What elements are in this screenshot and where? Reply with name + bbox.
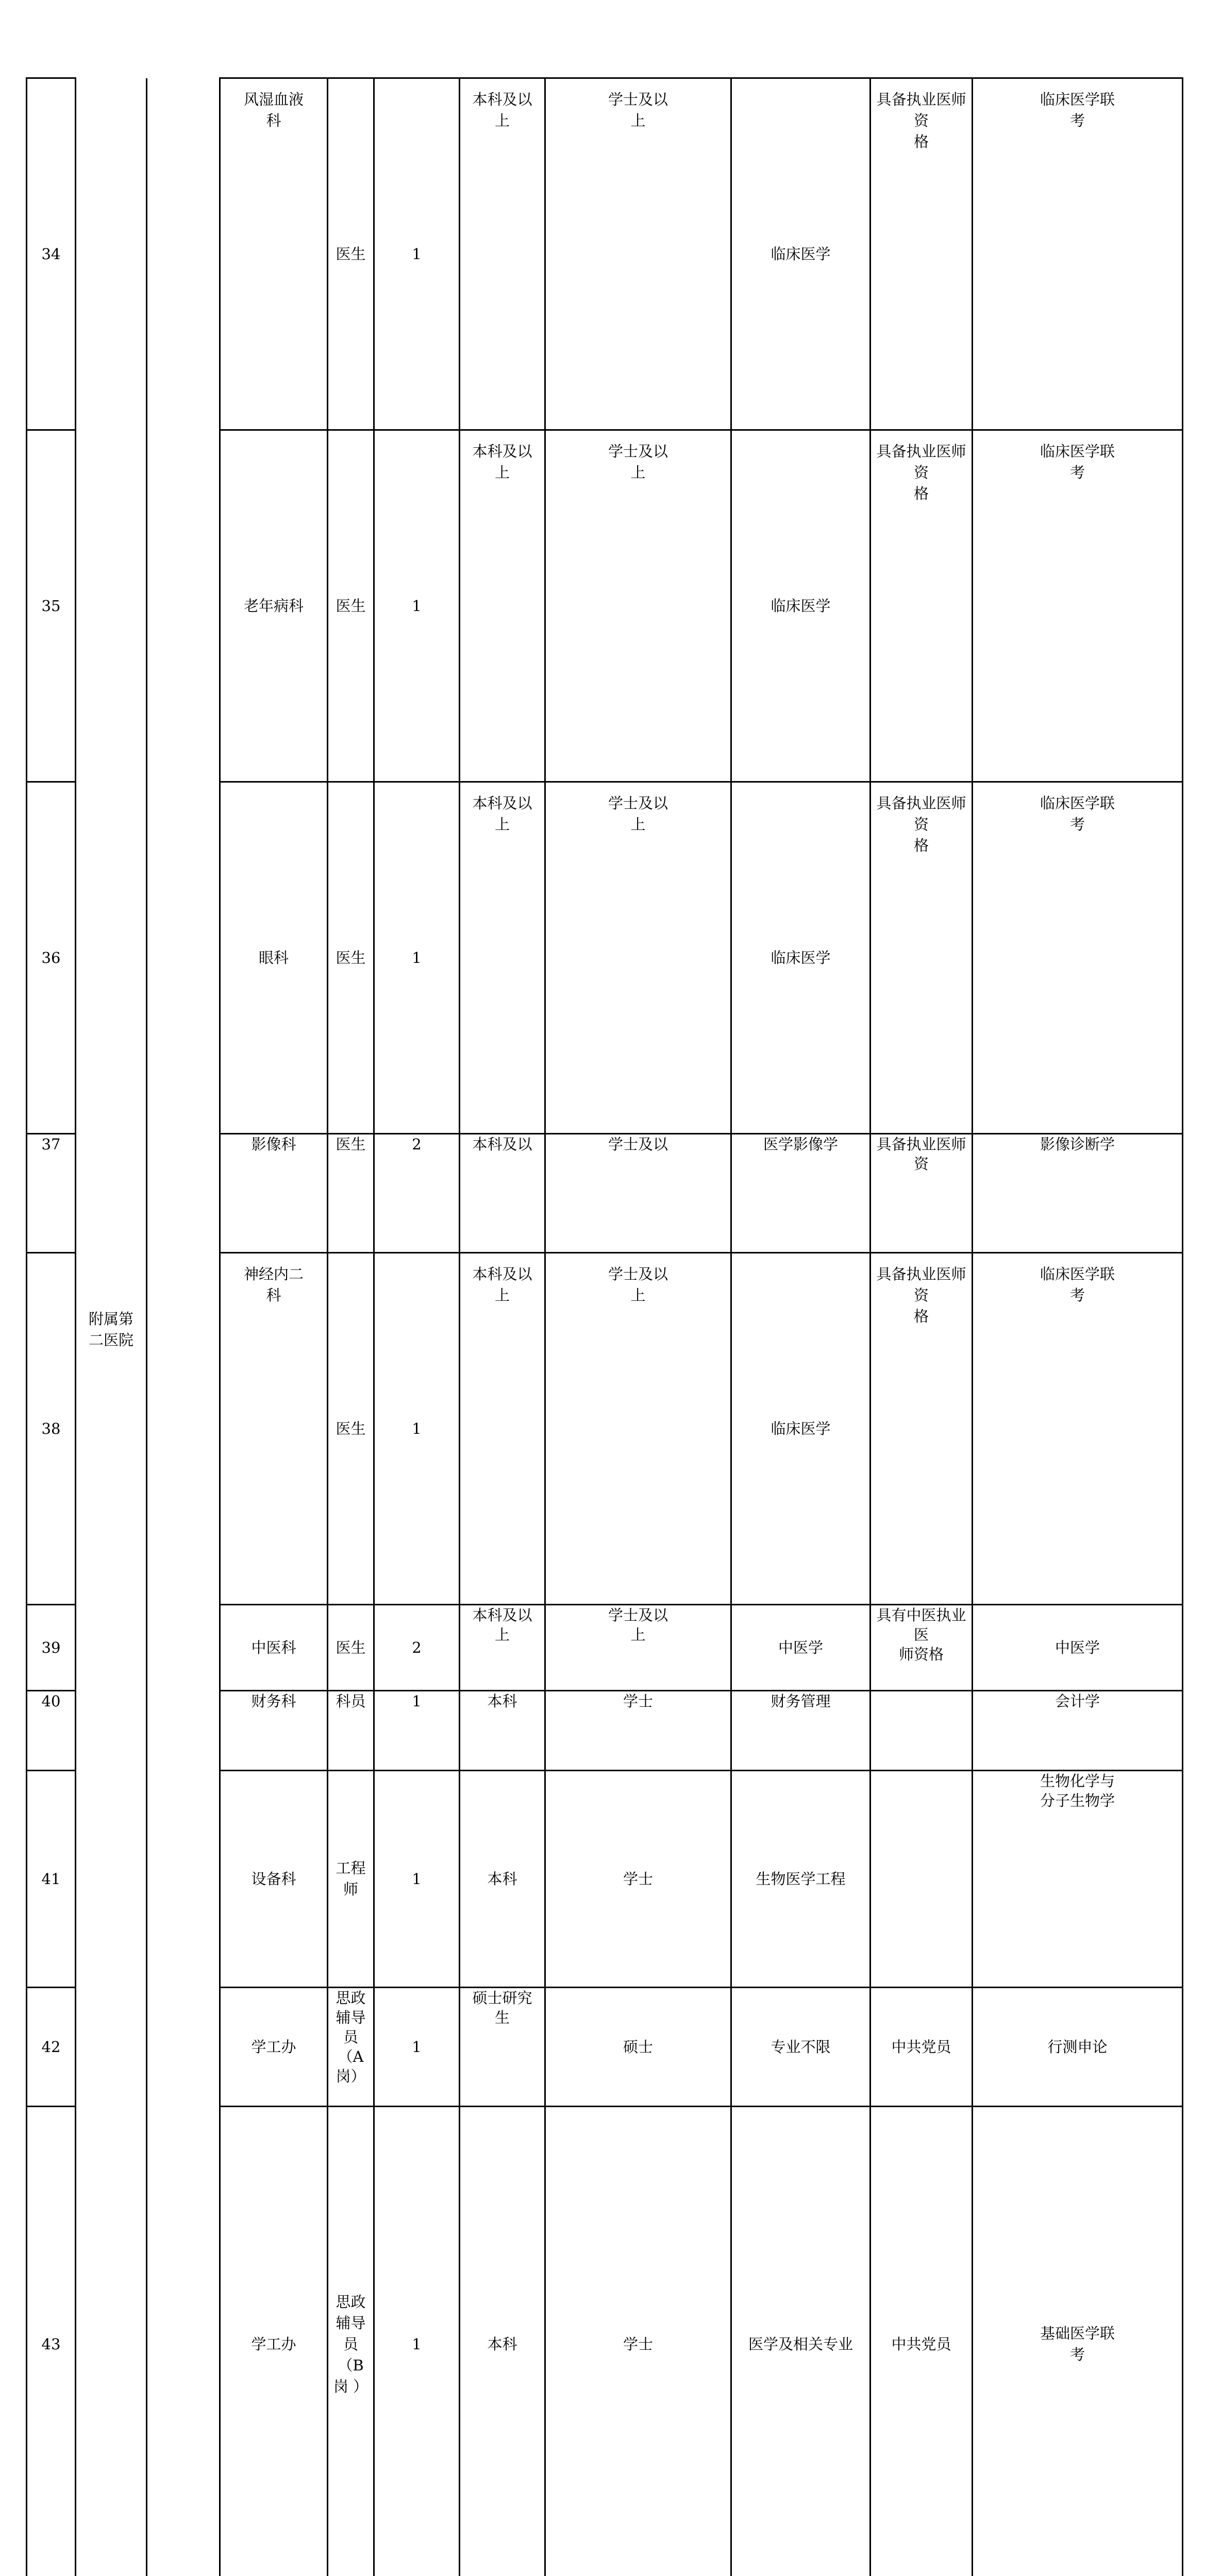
position-cell: 医生 bbox=[328, 1134, 374, 1253]
exam-cell: 影像诊断学 bbox=[973, 1134, 1183, 1253]
department-cell: 设备科 bbox=[220, 1771, 328, 1988]
requirement-cell: 中共党员 bbox=[871, 2107, 973, 2576]
education-cell: 本科及以 上 bbox=[460, 78, 545, 430]
degree-cell: 学士及以 bbox=[545, 1134, 731, 1253]
row-number: 40 bbox=[27, 1691, 76, 1771]
department-cell: 学工办 bbox=[220, 1988, 328, 2107]
major-cell: 中医学 bbox=[731, 1605, 871, 1691]
major-cell: 医学及相关专业 bbox=[731, 2107, 871, 2576]
degree-cell: 学士及以 上 bbox=[545, 1253, 731, 1605]
position-cell: 医生 bbox=[328, 430, 374, 782]
requirement-cell: 具备执业医师资 bbox=[871, 1134, 973, 1253]
education-cell: 本科 bbox=[460, 1691, 545, 1771]
exam-cell: 临床医学联 考 bbox=[973, 430, 1183, 782]
education-cell: 本科及以 上 bbox=[460, 430, 545, 782]
exam-cell: 临床医学联 考 bbox=[973, 78, 1183, 430]
major-cell: 医学影像学 bbox=[731, 1134, 871, 1253]
education-cell: 本科及以 上 bbox=[460, 1253, 545, 1605]
department-cell: 影像科 bbox=[220, 1134, 328, 1253]
row-number: 36 bbox=[27, 782, 76, 1134]
major-cell: 生物医学工程 bbox=[731, 1771, 871, 1988]
major-cell: 临床医学 bbox=[731, 1253, 871, 1605]
major-cell: 临床医学 bbox=[731, 430, 871, 782]
position-cell: 思政辅导员 （A岗） bbox=[328, 1988, 374, 2107]
row-number: 41 bbox=[27, 1771, 76, 1988]
major-cell: 专业不限 bbox=[731, 1988, 871, 2107]
major-cell: 临床医学 bbox=[731, 78, 871, 430]
degree-cell: 学士 bbox=[545, 1771, 731, 1988]
department-cell: 风湿血液 科 bbox=[220, 78, 328, 430]
unit-cell: 附属第 二医院 bbox=[76, 78, 147, 2576]
degree-cell: 硕士 bbox=[545, 1988, 731, 2107]
education-cell: 硕士研究 生 bbox=[460, 1988, 545, 2107]
requirement-cell: 具备执业医师资 格 bbox=[871, 1253, 973, 1605]
degree-cell: 学士及以 上 bbox=[545, 1605, 731, 1691]
count-cell: 1 bbox=[374, 1988, 460, 2107]
table-row bbox=[27, 78, 1183, 430]
requirement-cell: 中共党员 bbox=[871, 1988, 973, 2107]
row-number: 43 bbox=[27, 2107, 76, 2576]
row-number: 35 bbox=[27, 430, 76, 782]
degree-cell: 学士及以 上 bbox=[545, 78, 731, 430]
department-cell: 财务科 bbox=[220, 1691, 328, 1771]
exam-cell: 会计学 bbox=[973, 1691, 1183, 1771]
count-cell: 1 bbox=[374, 1253, 460, 1605]
exam-cell: 临床医学联 考 bbox=[973, 782, 1183, 1134]
count-cell: 2 bbox=[374, 1134, 460, 1253]
requirement-cell bbox=[871, 1771, 973, 1988]
exam-cell: 临床医学联 考 bbox=[973, 1253, 1183, 1605]
row-number: 34 bbox=[27, 78, 76, 430]
position-cell: 医生 bbox=[328, 78, 374, 430]
education-cell: 本科 bbox=[460, 1771, 545, 1988]
recruitment-table bbox=[26, 77, 1183, 2576]
major-cell: 临床医学 bbox=[731, 782, 871, 1134]
department-cell: 神经内二 科 bbox=[220, 1253, 328, 1605]
degree-cell: 学士 bbox=[545, 1691, 731, 1771]
requirement-cell: 具备执业医师资 格 bbox=[871, 78, 973, 430]
requirement-cell: 具备执业医师资 格 bbox=[871, 430, 973, 782]
position-cell: 医生 bbox=[328, 1605, 374, 1691]
row-number: 38 bbox=[27, 1253, 76, 1605]
position-cell: 科员 bbox=[328, 1691, 374, 1771]
spacer-cell bbox=[147, 78, 220, 2576]
count-cell: 1 bbox=[374, 1691, 460, 1771]
exam-cell: 生物化学与 分子生物学 bbox=[973, 1771, 1183, 1988]
requirement-cell: 具有中医执业医 师资格 bbox=[871, 1605, 973, 1691]
major-cell: 财务管理 bbox=[731, 1691, 871, 1771]
position-cell: 思政辅导员 （B岗 ） bbox=[328, 2107, 374, 2576]
department-cell: 中医科 bbox=[220, 1605, 328, 1691]
count-cell: 1 bbox=[374, 430, 460, 782]
department-cell: 老年病科 bbox=[220, 430, 328, 782]
count-cell: 2 bbox=[374, 1605, 460, 1691]
count-cell: 1 bbox=[374, 782, 460, 1134]
count-cell: 1 bbox=[374, 78, 460, 430]
department-cell: 眼科 bbox=[220, 782, 328, 1134]
position-cell: 工程师 bbox=[328, 1771, 374, 1988]
department-cell: 学工办 bbox=[220, 2107, 328, 2576]
row-number: 42 bbox=[27, 1988, 76, 2107]
degree-cell: 学士及以 上 bbox=[545, 782, 731, 1134]
degree-cell: 学士 bbox=[545, 2107, 731, 2576]
education-cell: 本科及以 上 bbox=[460, 1605, 545, 1691]
exam-cell: 行测申论 bbox=[973, 1988, 1183, 2107]
education-cell: 本科 bbox=[460, 2107, 545, 2576]
count-cell: 1 bbox=[374, 1771, 460, 1988]
row-number: 39 bbox=[27, 1605, 76, 1691]
count-cell: 1 bbox=[374, 2107, 460, 2576]
education-cell: 本科及以 bbox=[460, 1134, 545, 1253]
requirement-cell bbox=[871, 1691, 973, 1771]
exam-cell: 基础医学联 考 bbox=[973, 2107, 1183, 2576]
position-cell: 医生 bbox=[328, 782, 374, 1134]
requirement-cell: 具备执业医师资 格 bbox=[871, 782, 973, 1134]
exam-cell: 中医学 bbox=[973, 1605, 1183, 1691]
education-cell: 本科及以 上 bbox=[460, 782, 545, 1134]
row-number: 37 bbox=[27, 1134, 76, 1253]
position-cell: 医生 bbox=[328, 1253, 374, 1605]
degree-cell: 学士及以 上 bbox=[545, 430, 731, 782]
